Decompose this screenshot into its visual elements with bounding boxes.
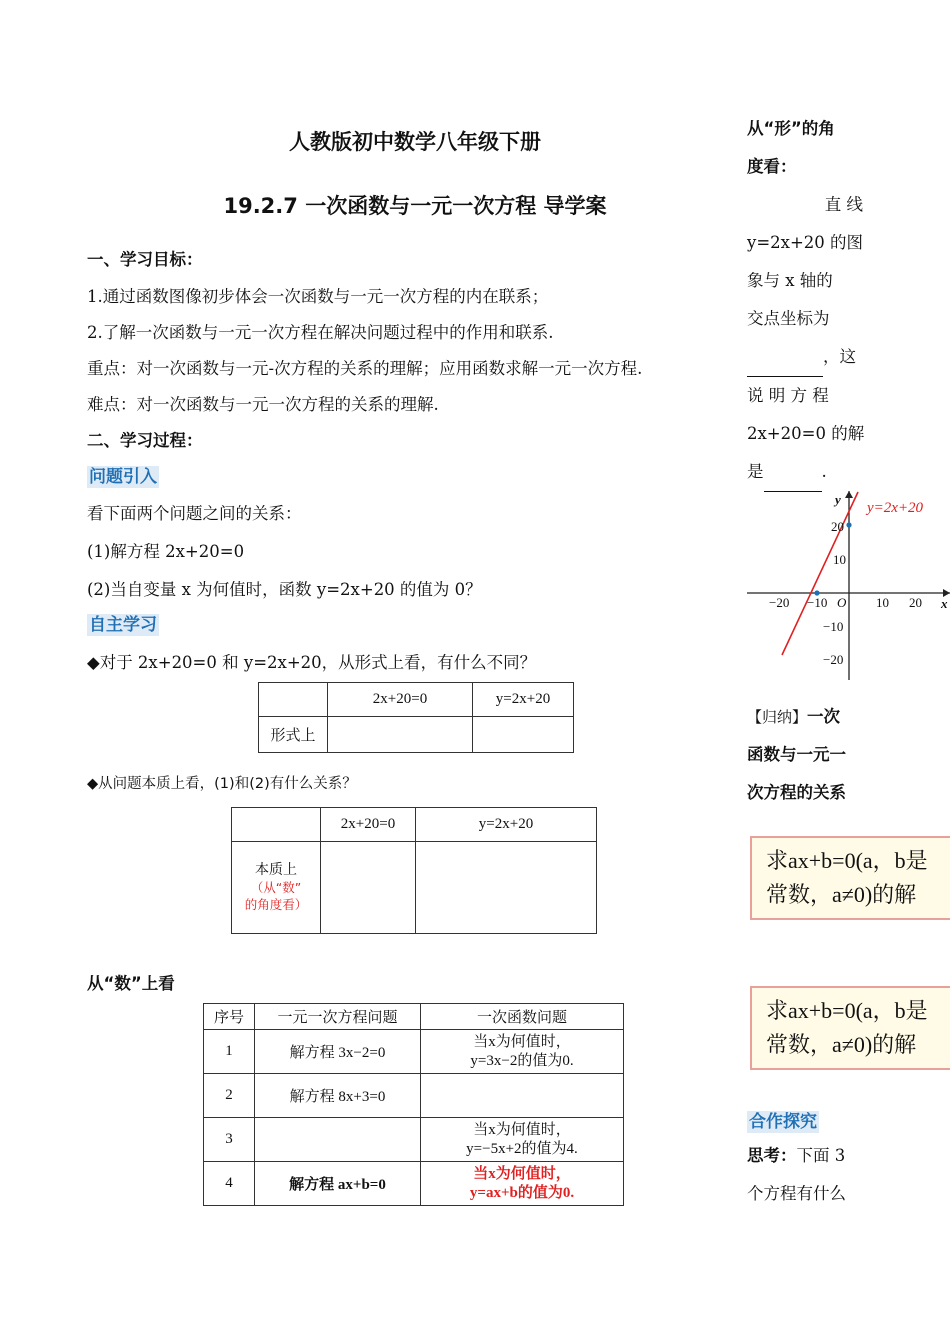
comparison-table	[203, 1003, 624, 1206]
from-number-heading: 从“数”上看	[87, 974, 175, 993]
table-cell-empty	[259, 683, 328, 717]
y-tick-label: 10	[833, 552, 846, 567]
tag-problem-intro: 问题引入	[89, 467, 157, 487]
y-tick-label: −20	[823, 652, 844, 667]
table-row: 4 解方程 ax+b=0 当x为何值时， y=ax+b的值为0.	[204, 1162, 624, 1206]
x-tick-label: −20	[769, 595, 790, 610]
goal-2: 2.了解一次函数与一元一次方程在解决问题过程中的作用和联系.	[87, 323, 554, 342]
section2-heading: 二、学习过程：	[87, 431, 203, 450]
side-column: 从“形”的角 度看： 直 线 y=2x+20 的图 象与 x 轴的 交点坐标为 ，这 说 明 方 程 2x+20=0 的解 是 .	[747, 110, 867, 492]
answer-cell[interactable]	[416, 842, 597, 934]
blank-solution[interactable]	[764, 453, 822, 492]
table-header: 一次函数问题	[421, 1004, 624, 1030]
table-header: 一元一次方程问题	[255, 1004, 421, 1030]
x-tick-label: 10	[876, 595, 889, 610]
blank-intersection[interactable]	[747, 338, 823, 377]
equation-label: y=2x+20	[867, 500, 924, 516]
bullet-form: ◆对于 2x+20=0 和 y=2x+20，从形式上看，有什么不同？	[87, 653, 537, 672]
table-cell-empty	[232, 808, 321, 842]
table-row-label: 形式上	[259, 717, 328, 753]
x-tick-label: −10	[807, 595, 828, 610]
table-row: 1 解方程 3x−2=0 当x为何值时， y=3x−2的值为0.	[204, 1030, 624, 1074]
key-point: 重点：对一次函数与一元-次方程的关系的理解；应用函数求解一元一次方程.	[87, 359, 643, 378]
section1-heading: 一、学习目标：	[87, 250, 203, 269]
answer-cell[interactable]	[473, 717, 574, 753]
answer-cell[interactable]	[255, 1118, 421, 1162]
table-row: 2 解方程 8x+3=0	[204, 1074, 624, 1118]
goal-1: 1.通过函数图像初步体会一次函数与一元一次方程的内在联系；	[87, 287, 549, 306]
essence-table	[231, 807, 597, 934]
summary-box-2: 求ax+b=0(a，b是 常数，a≠0)的解	[750, 986, 950, 1070]
table-header: 序号	[204, 1004, 255, 1030]
table-row: 3 当x为何值时， y=−5x+2的值为4.	[204, 1118, 624, 1162]
answer-cell[interactable]	[421, 1074, 624, 1118]
x-tick-label: 20	[909, 595, 922, 610]
origin-label: O	[837, 595, 847, 610]
bullet-essence: ◆从问题本质上看，(1)和(2)有什么关系？	[87, 776, 357, 792]
summary: 【归纳】一次 函数与一元一 次方程的关系	[747, 707, 846, 802]
table-header: y=2x+20	[473, 683, 574, 717]
x-axis-label: x	[941, 596, 948, 611]
y-axis-label: y	[835, 492, 841, 507]
y-tick-label: −10	[823, 619, 844, 634]
intro-text: 看下面两个问题之间的关系：	[87, 504, 302, 523]
tag-self-study: 自主学习	[89, 615, 157, 635]
form-table	[258, 682, 574, 753]
difficult-point: 难点：对一次函数与一元一次方程的关系的理解.	[87, 395, 439, 414]
line-graph	[745, 488, 950, 688]
page-subtitle: 19.2.7 一次函数与一元一次方程 导学案	[223, 194, 607, 218]
summary-box-1: 求ax+b=0(a，b是 常数，a≠0)的解	[750, 836, 950, 920]
table-header: y=2x+20	[416, 808, 597, 842]
table-header: 2x+20=0	[321, 808, 416, 842]
answer-cell[interactable]	[321, 842, 416, 934]
table-row-label: 本质上 （从“数” 的角度看）	[232, 842, 321, 934]
question-2: (2)当自变量 x 为何值时，函数 y=2x+20 的值为 0？	[87, 580, 482, 599]
think-block: 思考：下面 3 个方程有什么	[747, 1146, 846, 1203]
tag-cooperation: 合作探究	[749, 1112, 817, 1132]
page-title: 人教版初中数学八年级下册	[289, 130, 541, 154]
answer-cell[interactable]	[328, 717, 473, 753]
question-1: (1)解方程 2x+20=0	[87, 542, 245, 561]
table-header: 2x+20=0	[328, 683, 473, 717]
y-tick-label: 20	[831, 519, 844, 534]
